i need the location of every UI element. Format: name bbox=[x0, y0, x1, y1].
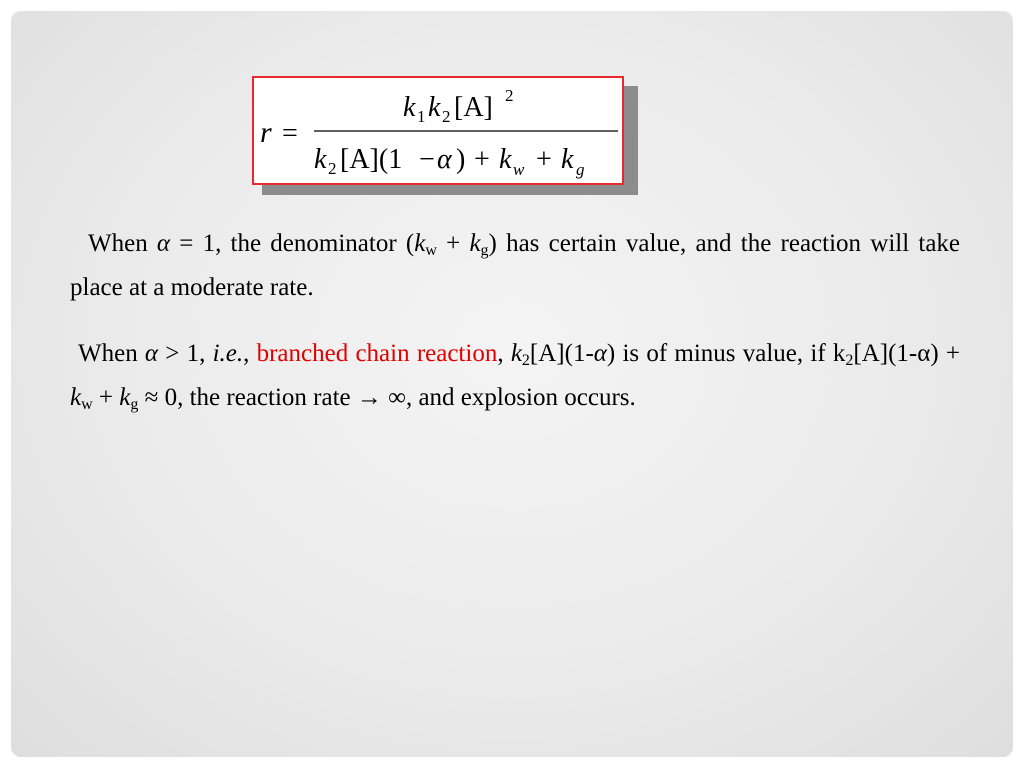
p2-k: k bbox=[70, 384, 82, 411]
p2-text: , bbox=[243, 340, 257, 367]
p1-text: When bbox=[88, 230, 157, 257]
p2-text: ) is of minus value, if k bbox=[606, 340, 846, 367]
num-sub2: 2 bbox=[442, 107, 451, 126]
p2-sub-2: 2 bbox=[845, 352, 854, 369]
den-kg: k bbox=[561, 144, 574, 175]
eq-equals: = bbox=[282, 118, 298, 149]
p2-k: k bbox=[119, 384, 131, 411]
den-alpha: α bbox=[437, 144, 452, 175]
p2-k: k bbox=[510, 340, 522, 367]
p2-text: When bbox=[78, 340, 145, 367]
p2-alpha: α bbox=[593, 340, 607, 367]
p2-sub-g: g bbox=[130, 396, 139, 413]
den-plus1: + bbox=[474, 144, 490, 175]
den-w: w bbox=[513, 160, 525, 179]
p1-text: + bbox=[436, 230, 470, 257]
p1-text: = 1, the denominator ( bbox=[170, 230, 415, 257]
num-conc: [A] bbox=[454, 92, 493, 123]
num-k1: k bbox=[403, 92, 416, 123]
p1-alpha: α bbox=[156, 230, 171, 257]
paragraph-alpha-equals-one bbox=[70, 222, 960, 310]
paragraph-alpha-greater-one bbox=[70, 332, 960, 420]
p2-text: [A](1- bbox=[529, 340, 594, 367]
den-k2: k bbox=[314, 144, 327, 175]
p1-text: ) has certain value, and the reaction will take place at a moderate rate. bbox=[70, 230, 961, 301]
p1-sub-w: w bbox=[425, 242, 437, 259]
den-kw: k bbox=[499, 144, 512, 175]
eq-lhs: r bbox=[260, 116, 272, 149]
p2-text: [A](1-α) + bbox=[853, 340, 960, 367]
den-minus: − bbox=[419, 144, 435, 175]
num-power: 2 bbox=[505, 86, 514, 105]
p2-alpha: α bbox=[144, 340, 159, 367]
p2-sub-w: w bbox=[81, 396, 93, 413]
p2-ie: i.e. bbox=[212, 340, 244, 367]
p2-text: , bbox=[497, 340, 511, 367]
p1-sub-g: g bbox=[480, 242, 489, 259]
num-k2: k bbox=[428, 92, 441, 123]
den-close: ) bbox=[456, 144, 466, 175]
p2-sub-2: 2 bbox=[521, 352, 530, 369]
den-sub2: 2 bbox=[328, 159, 337, 178]
p1-k: k bbox=[414, 230, 426, 257]
den-g: g bbox=[576, 160, 585, 179]
rate-equation bbox=[254, 78, 622, 183]
equation-box bbox=[252, 76, 624, 185]
p2-text: > 1, bbox=[158, 340, 213, 367]
branched-chain-highlight: branched chain reaction bbox=[256, 340, 498, 367]
p1-k: k bbox=[469, 230, 481, 257]
num-sub1: 1 bbox=[417, 107, 426, 126]
p2-text: ≈ 0, the reaction rate → ∞, and explosion occurs. bbox=[138, 384, 636, 411]
den-plus2: + bbox=[536, 144, 552, 175]
p2-text: + bbox=[92, 384, 120, 411]
den-conc: [A](1 bbox=[340, 144, 403, 175]
